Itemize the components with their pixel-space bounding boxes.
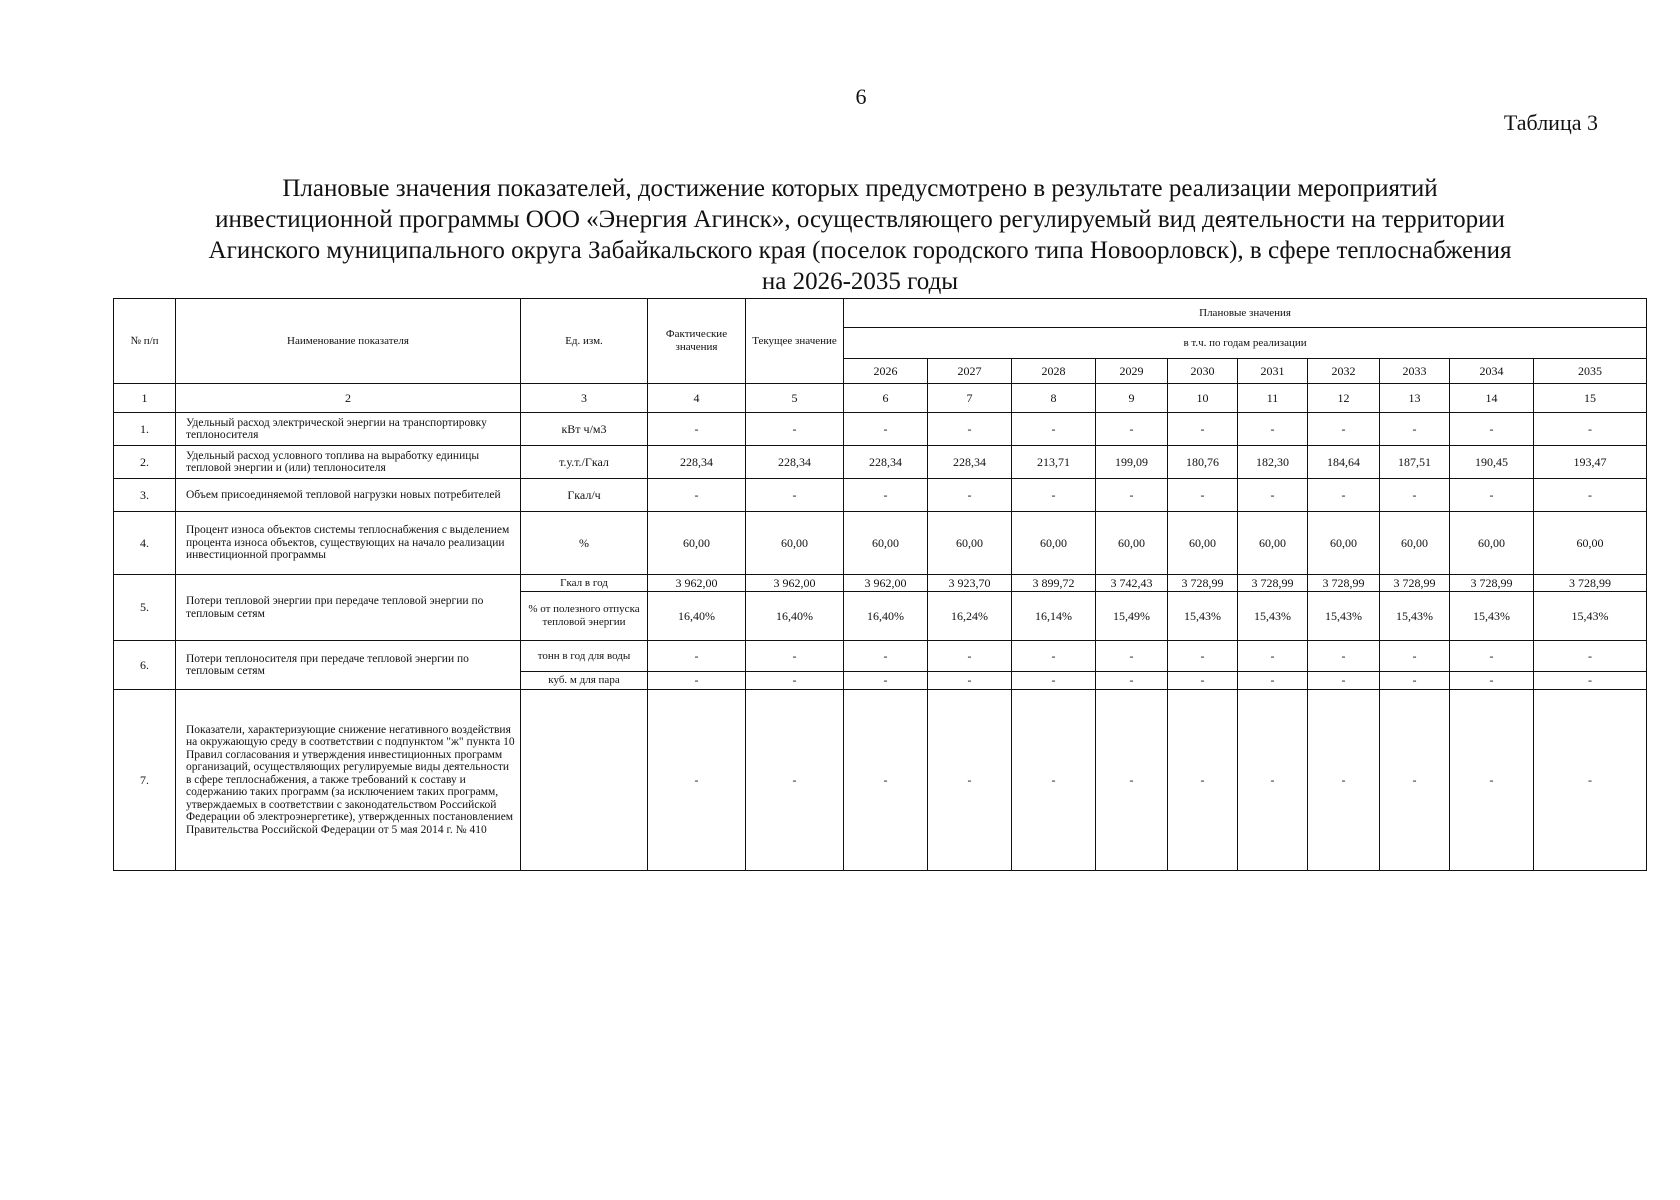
row-number: 6. [114,641,176,690]
header-num: № п/п [114,299,176,384]
value-cell: 15,43% [1308,592,1380,641]
document-title [110,173,1610,297]
column-number: 9 [1096,384,1168,413]
value-cell: - [746,641,844,672]
value-cell: 3 728,99 [1168,575,1238,592]
value-cell: - [1308,690,1380,871]
column-number: 2 [176,384,521,413]
indicator-unit: % [521,512,648,575]
value-cell: - [1380,672,1450,690]
value-cell: 60,00 [928,512,1012,575]
value-cell: 228,34 [648,446,746,479]
table-row [114,446,1647,479]
value-cell: 60,00 [1238,512,1308,575]
row-number: 3. [114,479,176,512]
indicators-table [113,298,1647,871]
value-cell: - [1308,641,1380,672]
value-cell: - [1308,479,1380,512]
header-year: 2033 [1380,359,1450,384]
value-cell: 16,40% [844,592,928,641]
indicator-unit: Гкал/ч [521,479,648,512]
value-cell: 15,43% [1534,592,1647,641]
table-row [114,641,1647,672]
value-cell: - [1450,413,1534,446]
value-cell: - [648,413,746,446]
value-cell: 228,34 [844,446,928,479]
value-cell: - [844,479,928,512]
indicator-unit: % от полезного отпуска тепловой энергии [521,592,648,641]
page-number: 6 [855,84,867,109]
value-cell: 3 728,99 [1450,575,1534,592]
value-cell: 180,76 [1168,446,1238,479]
header-name: Наименование показателя [176,299,521,384]
indicator-unit: кВт ч/м3 [521,413,648,446]
value-cell: 15,49% [1096,592,1168,641]
value-cell: - [1012,690,1096,871]
value-cell: - [844,641,928,672]
value-cell: 3 728,99 [1308,575,1380,592]
value-cell: - [648,672,746,690]
value-cell: 3 923,70 [928,575,1012,592]
value-cell: - [928,641,1012,672]
header-year: 2031 [1238,359,1308,384]
column-number: 1 [114,384,176,413]
header-year: 2030 [1168,359,1238,384]
value-cell: 16,40% [746,592,844,641]
header-actual: Фактические значения [648,299,746,384]
value-cell: 182,30 [1238,446,1308,479]
value-cell: - [1096,641,1168,672]
value-cell: - [1096,479,1168,512]
value-cell: 60,00 [1168,512,1238,575]
value-cell: 193,47 [1534,446,1647,479]
table-row [114,690,1647,871]
value-cell: - [1012,641,1096,672]
value-cell: - [746,479,844,512]
value-cell: 228,34 [746,446,844,479]
value-cell: 15,43% [1238,592,1308,641]
header-current: Текущее значение [746,299,844,384]
table-body [114,384,1647,871]
value-cell: - [1450,479,1534,512]
column-number: 15 [1534,384,1647,413]
value-cell: - [1380,641,1450,672]
value-cell: 60,00 [648,512,746,575]
value-cell: - [1534,690,1647,871]
value-cell: - [1238,641,1308,672]
title-line: на 2026-2035 годы [761,268,959,295]
value-cell: 16,14% [1012,592,1096,641]
column-number: 4 [648,384,746,413]
value-cell: - [746,672,844,690]
column-number: 10 [1168,384,1238,413]
value-cell: 3 742,43 [1096,575,1168,592]
value-cell: 3 962,00 [746,575,844,592]
column-number: 8 [1012,384,1096,413]
indicator-name: Удельный расход электрической энергии на транспортировку теплоносителя [176,413,521,446]
value-cell: 15,43% [1450,592,1534,641]
header-year: 2026 [844,359,928,384]
value-cell: 213,71 [1012,446,1096,479]
value-cell: - [1534,479,1647,512]
table-label: Таблица 3 [1503,110,1598,135]
value-cell: - [1012,672,1096,690]
value-cell: 228,34 [928,446,1012,479]
row-number: 1. [114,413,176,446]
column-number: 11 [1238,384,1308,413]
indicator-unit: тонн в год для воды [521,641,648,672]
value-cell: 3 962,00 [844,575,928,592]
header-year: 2034 [1450,359,1534,384]
column-number-row [114,384,1647,413]
value-cell: - [1380,413,1450,446]
row-number: 2. [114,446,176,479]
value-cell: - [844,413,928,446]
value-cell: 60,00 [1308,512,1380,575]
value-cell: - [1096,413,1168,446]
value-cell: - [1168,641,1238,672]
value-cell: - [1380,690,1450,871]
value-cell: 60,00 [1012,512,1096,575]
indicator-name: Процент износа объектов системы теплоснабжения с выделением процента износа объектов, существующих на начало реализации инвестиционной программы [176,512,521,575]
value-cell: - [648,690,746,871]
column-number: 7 [928,384,1012,413]
row-number: 4. [114,512,176,575]
value-cell: - [1168,413,1238,446]
value-cell: 60,00 [746,512,844,575]
indicator-name: Показатели, характеризующие снижение негативного воздействия на окружающую среду в соответствии с подпунктом "ж" пункта 10 Правил согласования и утверждения инвестиционных программ организаций, осуществляющих регулируемые виды деятельности в сфере теплоснабжения, а также требований к составу и содержанию таких программ (за исключением таких программ, утверждаемых в соответствии с законодательством Российской Федерации об электроэнергетике), утвержденных постановлением Правительства Российской Федерации от 5 мая 2014 г. № 410 [176,690,521,871]
header-by-years: в т.ч. по годам реализации [844,328,1647,359]
value-cell: 16,40% [648,592,746,641]
column-number: 13 [1380,384,1450,413]
column-number: 12 [1308,384,1380,413]
value-cell: 15,43% [1380,592,1450,641]
value-cell: - [746,413,844,446]
table-row [114,479,1647,512]
value-cell: 3 728,99 [1380,575,1450,592]
value-cell: - [648,641,746,672]
header-year: 2035 [1534,359,1647,384]
value-cell: - [1534,413,1647,446]
value-cell: - [1238,413,1308,446]
indicator-unit: Гкал в год [521,575,648,592]
column-number: 14 [1450,384,1534,413]
value-cell: - [1168,479,1238,512]
indicator-unit [521,690,648,871]
value-cell: - [1308,413,1380,446]
value-cell: - [1096,690,1168,871]
value-cell: - [928,479,1012,512]
value-cell: - [844,672,928,690]
value-cell: - [1534,672,1647,690]
value-cell: - [928,690,1012,871]
value-cell: - [1012,479,1096,512]
header-year: 2029 [1096,359,1168,384]
header-planned: Плановые значения [844,299,1647,328]
value-cell: 60,00 [1380,512,1450,575]
value-cell: 60,00 [1096,512,1168,575]
value-cell: 16,24% [928,592,1012,641]
value-cell: - [648,479,746,512]
column-number: 6 [844,384,928,413]
value-cell: - [1534,641,1647,672]
value-cell: - [1450,641,1534,672]
value-cell: - [1238,690,1308,871]
value-cell: - [1012,413,1096,446]
value-cell: - [928,672,1012,690]
header-year: 2027 [928,359,1012,384]
table-row [114,575,1647,592]
title-line: инвестиционной программы ООО «Энергия Агинск», осуществляющего регулируемый вид деятельности на территории [215,206,1505,233]
value-cell: - [1450,690,1534,871]
value-cell: 3 899,72 [1012,575,1096,592]
indicator-unit: куб. м для пара [521,672,648,690]
value-cell: - [1238,672,1308,690]
indicator-name: Потери тепловой энергии при передаче тепловой энергии по тепловым сетям [176,575,521,641]
value-cell: 190,45 [1450,446,1534,479]
value-cell: - [1380,479,1450,512]
value-cell: - [1168,672,1238,690]
row-number: 5. [114,575,176,641]
value-cell: 3 728,99 [1238,575,1308,592]
header-year: 2032 [1308,359,1380,384]
value-cell: 60,00 [1534,512,1647,575]
value-cell: - [1238,479,1308,512]
column-number: 3 [521,384,648,413]
value-cell: 184,64 [1308,446,1380,479]
value-cell: 60,00 [1450,512,1534,575]
value-cell: - [844,690,928,871]
value-cell: - [1096,672,1168,690]
indicator-name: Удельный расход условного топлива на выработку единицы тепловой энергии и (или) теплоносителя [176,446,521,479]
value-cell: - [1450,672,1534,690]
indicator-name: Объем присоединяемой тепловой нагрузки новых потребителей [176,479,521,512]
indicator-name: Потери теплоносителя при передаче тепловой энергии по тепловым сетям [176,641,521,690]
value-cell: 15,43% [1168,592,1238,641]
title-line: Плановые значения показателей, достижение которых предусмотрено в результате реализации мероприятий [282,175,1438,202]
value-cell: 60,00 [844,512,928,575]
value-cell: - [1308,672,1380,690]
title-line: Агинского муниципального округа Забайкальского края (поселок городского типа Новоорловск), в сфере теплоснабжения [208,237,1512,264]
table-row [114,512,1647,575]
indicator-unit: т.у.т./Гкал [521,446,648,479]
value-cell: - [928,413,1012,446]
value-cell: 3 728,99 [1534,575,1647,592]
value-cell: 3 962,00 [648,575,746,592]
header-row [114,299,1647,328]
column-number: 5 [746,384,844,413]
value-cell: - [746,690,844,871]
header-unit: Ед. изм. [521,299,648,384]
table-row [114,413,1647,446]
row-number: 7. [114,690,176,871]
value-cell: 187,51 [1380,446,1450,479]
value-cell: - [1168,690,1238,871]
header-year: 2028 [1012,359,1096,384]
value-cell: 199,09 [1096,446,1168,479]
